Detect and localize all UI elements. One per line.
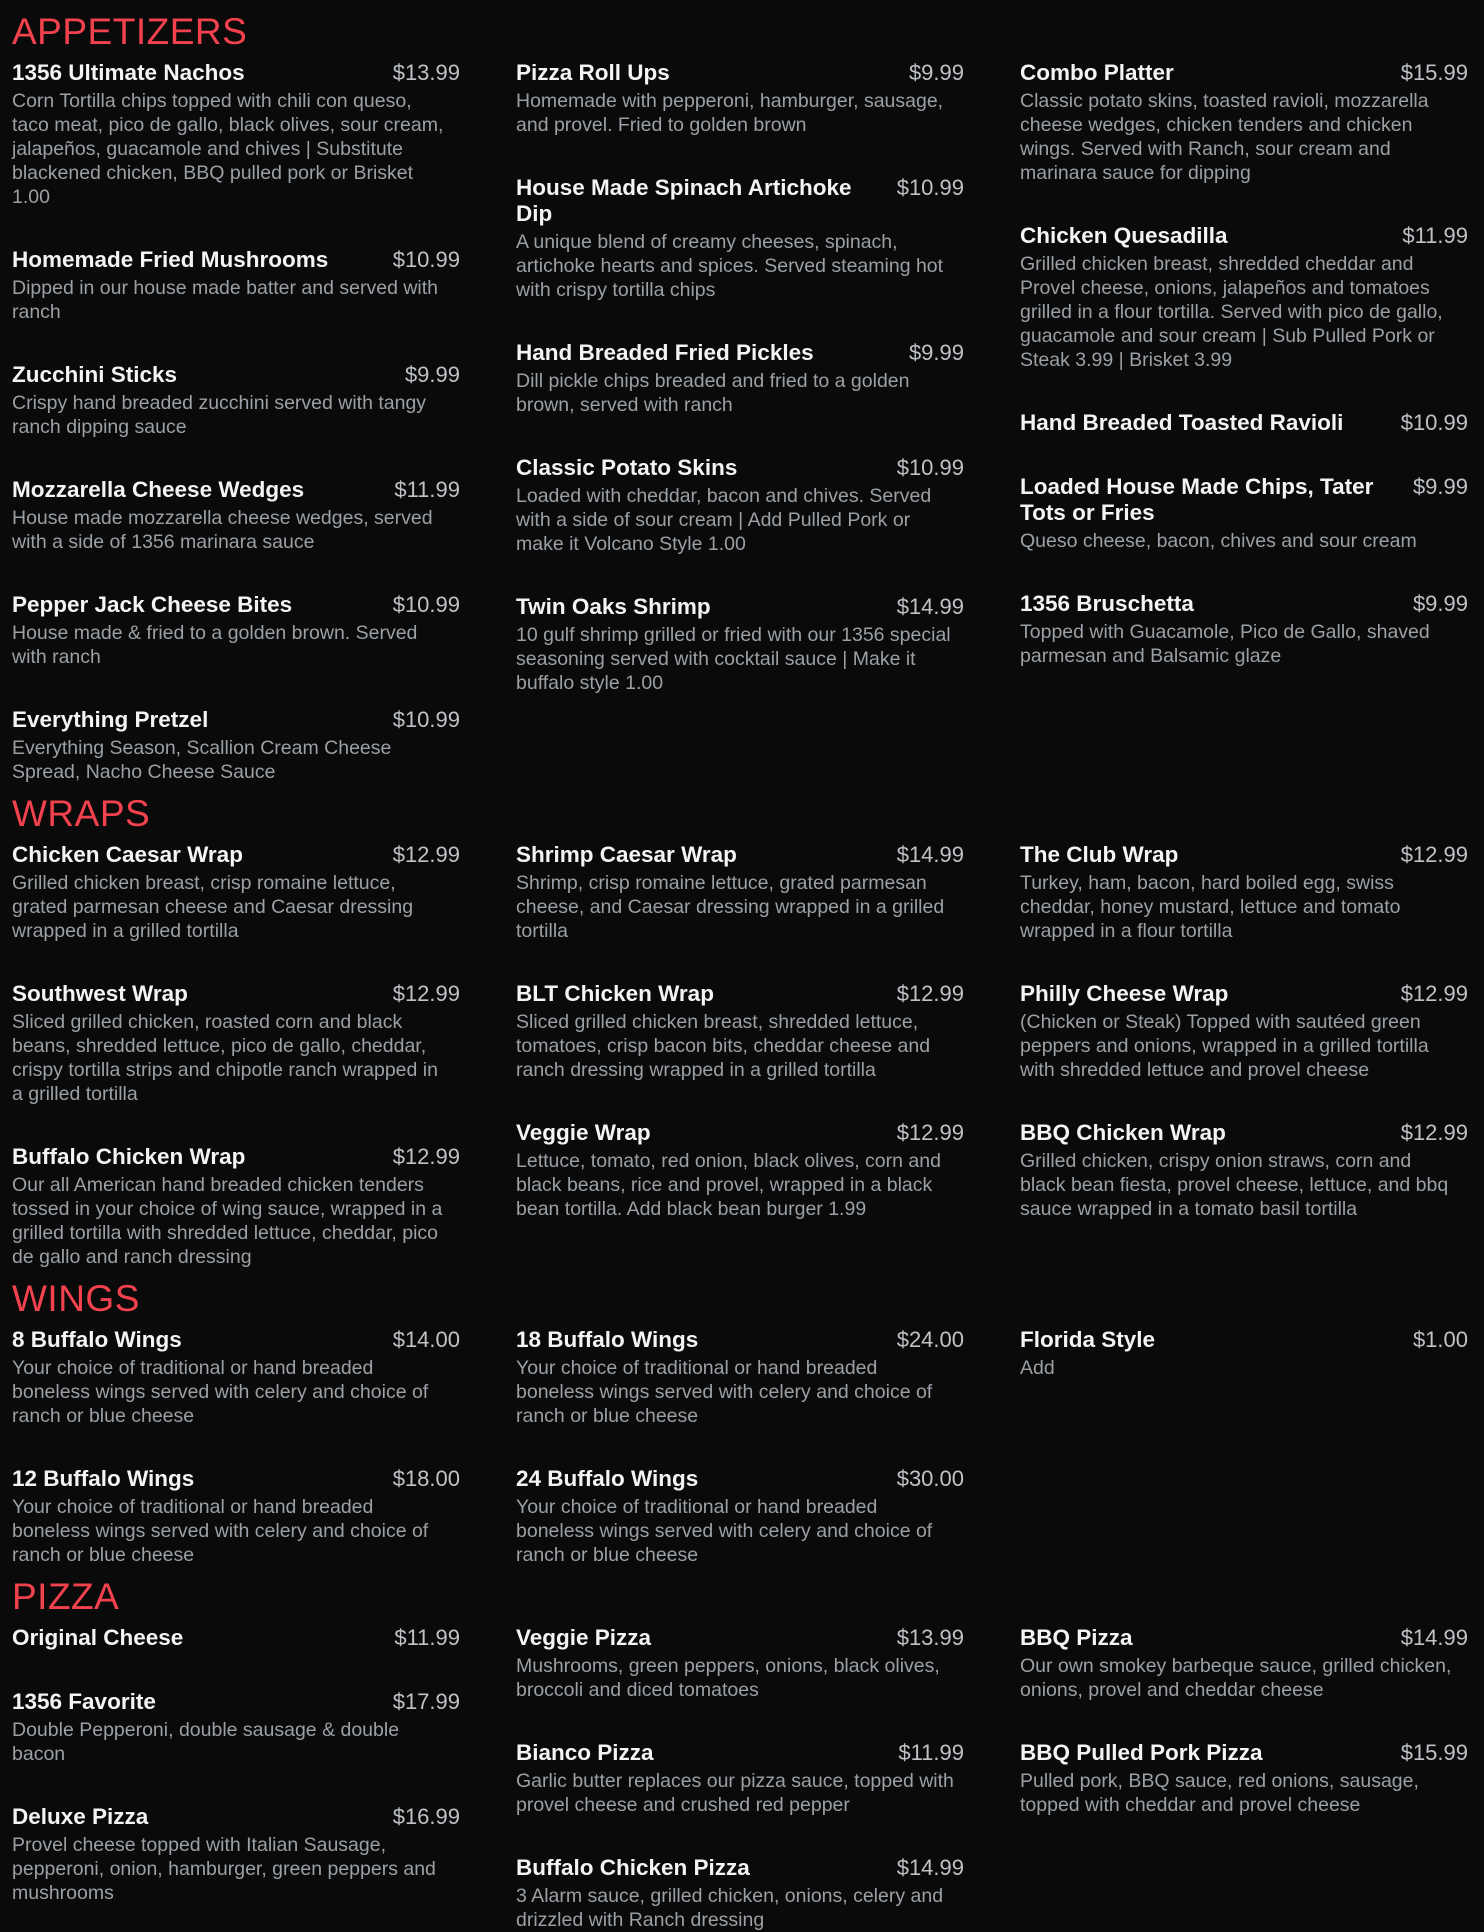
- item-name: Loaded House Made Chips, Tater Tots or Fries: [1020, 474, 1374, 525]
- item-description: Sliced grilled chicken, roasted corn and black beans, shredded lettuce, pico de gallo, cheddar, crispy tortilla strips and chipotle ranch wrapped in a grilled tortilla: [12, 1011, 438, 1105]
- menu-item[interactable]: [516, 594, 964, 695]
- item-description: Shrimp, crisp romaine lettuce, grated parmesan cheese, and Caesar dressing wrapped in a grilled tortilla: [516, 872, 945, 942]
- menu-item[interactable]: [516, 1466, 964, 1567]
- item-price: $30.00: [896, 1466, 964, 1491]
- item-description: Grilled chicken, crispy onion straws, corn and black bean fiesta, provel cheese, lettuce, and bbq sauce wrapped in a tomato basil tortilla: [1020, 1150, 1449, 1220]
- menu-column: [1020, 1327, 1468, 1380]
- menu-section: [12, 1277, 1468, 1567]
- item-price: $10.99: [896, 455, 964, 480]
- menu-item-header: [12, 592, 460, 618]
- menu-item[interactable]: [12, 1804, 460, 1905]
- item-price: $11.99: [1402, 223, 1468, 248]
- item-name: Classic Potato Skins: [516, 455, 738, 480]
- menu-column: [516, 1625, 964, 1932]
- item-price: $13.99: [392, 60, 460, 85]
- menu-item-header: [1020, 474, 1468, 526]
- menu-column: [12, 842, 460, 1269]
- menu-item-header: [1020, 60, 1468, 86]
- item-name: Hand Breaded Fried Pickles: [516, 340, 814, 365]
- item-price: $15.99: [1400, 1740, 1468, 1765]
- item-description: Add: [1020, 1357, 1055, 1379]
- menu-item[interactable]: [12, 1689, 460, 1766]
- item-name: 1356 Ultimate Nachos: [12, 60, 245, 85]
- item-name: BLT Chicken Wrap: [516, 981, 714, 1006]
- item-description: Topped with Guacamole, Pico de Gallo, shaved parmesan and Balsamic glaze: [1020, 621, 1430, 667]
- item-name: House Made Spinach Artichoke Dip: [516, 175, 852, 226]
- menu-item[interactable]: [12, 707, 460, 784]
- item-price: $9.99: [404, 362, 460, 387]
- menu-item[interactable]: [516, 981, 964, 1082]
- item-description: Loaded with cheddar, bacon and chives. Served with a side of sour cream | Add Pulled Pork or make it Volcano Style 1.00: [516, 485, 932, 555]
- item-name: Zucchini Sticks: [12, 362, 178, 387]
- item-price: $16.99: [392, 1804, 460, 1829]
- menu-item[interactable]: [516, 1327, 964, 1428]
- item-price: $9.99: [1412, 591, 1468, 616]
- item-price: $10.99: [392, 592, 460, 617]
- menu-item-header: [516, 455, 964, 481]
- section-columns: [12, 1625, 1468, 1932]
- item-price: $14.99: [1400, 1625, 1468, 1650]
- menu-item[interactable]: [12, 981, 460, 1106]
- menu-item-header: [12, 1625, 460, 1651]
- menu-item[interactable]: [1020, 981, 1468, 1082]
- item-price: $14.00: [392, 1327, 460, 1352]
- menu-item[interactable]: [1020, 60, 1468, 185]
- item-price: $11.99: [394, 477, 460, 502]
- menu-item-header: [12, 60, 460, 86]
- item-description: Classic potato skins, toasted ravioli, mozzarella cheese wedges, chicken tenders and chicken wings. Served with Ranch, sour cream and marinara sauce for dipping: [1020, 90, 1429, 184]
- item-name: Pizza Roll Ups: [516, 60, 670, 85]
- menu-item-header: [1020, 1120, 1468, 1146]
- item-price: $9.99: [1412, 474, 1468, 499]
- menu-item-header: [1020, 1625, 1468, 1651]
- item-name: Original Cheese: [12, 1625, 184, 1650]
- item-name: 8 Buffalo Wings: [12, 1327, 182, 1352]
- menu-item-header: [12, 707, 460, 733]
- item-description: Garlic butter replaces our pizza sauce, topped with provel cheese and crushed red pepper: [516, 1770, 954, 1816]
- item-description: Your choice of traditional or hand breaded boneless wings served with celery and choice of ranch or blue cheese: [12, 1357, 429, 1427]
- menu-item-header: [516, 175, 964, 227]
- item-description: Homemade with pepperoni, hamburger, sausage, and provel. Fried to golden brown: [516, 90, 944, 136]
- menu-item-header: [1020, 1327, 1468, 1353]
- menu-item-header: [1020, 410, 1468, 436]
- item-name: Combo Platter: [1020, 60, 1174, 85]
- item-description: Mushrooms, green peppers, onions, black olives, broccoli and diced tomatoes: [516, 1655, 940, 1701]
- item-price: $14.99: [896, 594, 964, 619]
- item-price: $1.00: [1412, 1327, 1468, 1352]
- menu-item[interactable]: [516, 175, 964, 302]
- item-price: $18.00: [392, 1466, 460, 1491]
- menu-item-header: [516, 340, 964, 366]
- section-columns: [12, 60, 1468, 784]
- item-name: BBQ Pulled Pork Pizza: [1020, 1740, 1263, 1765]
- item-price: $12.99: [896, 981, 964, 1006]
- item-description: Your choice of traditional or hand breaded boneless wings served with celery and choice of ranch or blue cheese: [12, 1496, 429, 1566]
- section-title: APPETIZERS: [12, 11, 248, 52]
- menu-item[interactable]: [12, 1327, 460, 1428]
- section-columns: [12, 1327, 1468, 1567]
- item-description: Grilled chicken breast, crisp romaine lettuce, grated parmesan cheese and Caesar dressing wrapped in a grilled tortilla: [12, 872, 414, 942]
- item-description: Crispy hand breaded zucchini served with tangy ranch dipping sauce: [12, 392, 427, 438]
- menu-section: [12, 792, 1468, 1269]
- menu-column: [1020, 842, 1468, 1221]
- item-description: Lettuce, tomato, red onion, black olives, corn and black beans, rice and provel, wrapped in a black bean tortilla. Add black bean burger 1.99: [516, 1150, 941, 1220]
- item-description: House made & fried to a golden brown. Served with ranch: [12, 622, 418, 668]
- menu-item[interactable]: [12, 592, 460, 669]
- menu-item[interactable]: [516, 455, 964, 556]
- item-price: $10.99: [1400, 410, 1468, 435]
- menu-section: [12, 1575, 1468, 1932]
- item-name: Everything Pretzel: [12, 707, 209, 732]
- menu-item[interactable]: [1020, 410, 1468, 436]
- item-price: $10.99: [392, 247, 460, 272]
- item-description: Turkey, ham, bacon, hard boiled egg, swiss cheddar, honey mustard, lettuce and tomato wrapped in a flour tortilla: [1020, 872, 1401, 942]
- menu-item-header: [12, 362, 460, 388]
- section-columns: [12, 842, 1468, 1269]
- menu-item-header: [516, 1855, 964, 1881]
- item-name: The Club Wrap: [1020, 842, 1179, 867]
- item-name: 12 Buffalo Wings: [12, 1466, 195, 1491]
- item-name: BBQ Chicken Wrap: [1020, 1120, 1226, 1145]
- menu-column: [12, 1327, 460, 1567]
- item-description: Your choice of traditional or hand breaded boneless wings served with celery and choice of ranch or blue cheese: [516, 1357, 933, 1427]
- item-name: Veggie Wrap: [516, 1120, 651, 1145]
- menu-item-header: [12, 1804, 460, 1830]
- item-name: 1356 Bruschetta: [1020, 591, 1194, 616]
- item-description: Our all American hand breaded chicken tenders tossed in your choice of wing sauce, wrapped in a grilled tortilla with shredded lettuce, cheddar, pico de gallo and ranch dressing: [12, 1174, 443, 1268]
- item-description: 3 Alarm sauce, grilled chicken, onions, celery and drizzled with Ranch dressing: [516, 1885, 944, 1931]
- menu-item-header: [12, 842, 460, 868]
- menu-item-header: [516, 60, 964, 86]
- menu-item[interactable]: [12, 1625, 460, 1651]
- item-description: Grilled chicken breast, shredded cheddar and Provel cheese, onions, jalapeños and tomatoes grilled in a flour tortilla. Served with pico de gallo, guacamole and sour cream | Sub Pulled Pork or Steak 3.99 | Brisket 3.99: [1020, 253, 1443, 371]
- item-name: Veggie Pizza: [516, 1625, 652, 1650]
- menu-item[interactable]: [12, 842, 460, 943]
- menu-column: [516, 1327, 964, 1567]
- section-title: WRAPS: [12, 793, 151, 834]
- menu-item-header: [1020, 1740, 1468, 1766]
- item-description: 10 gulf shrimp grilled or fried with our 1356 special seasoning served with cocktail sauce | Make it buffalo style 1.00: [516, 624, 951, 694]
- menu-item[interactable]: [12, 362, 460, 439]
- item-description: Our own smokey barbeque sauce, grilled chicken, onions, provel and cheddar cheese: [1020, 1655, 1452, 1701]
- menu-item[interactable]: [516, 1855, 964, 1932]
- menu-item-header: [12, 1466, 460, 1492]
- item-price: $12.99: [1400, 842, 1468, 867]
- menu-item-header: [12, 1327, 460, 1353]
- menu-item[interactable]: [12, 247, 460, 324]
- menu-item-header: [516, 1625, 964, 1651]
- item-description: A unique blend of creamy cheeses, spinach, artichoke hearts and spices. Served steaming hot with crispy tortilla chips: [516, 231, 944, 301]
- item-name: Chicken Caesar Wrap: [12, 842, 243, 867]
- item-price: $24.00: [896, 1327, 964, 1352]
- item-description: Pulled pork, BBQ sauce, red onions, sausage, topped with cheddar and provel cheese: [1020, 1770, 1419, 1816]
- item-name: Buffalo Chicken Pizza: [516, 1855, 750, 1880]
- item-price: $10.99: [392, 707, 460, 732]
- menu-item[interactable]: [12, 1144, 460, 1269]
- menu-item-header: [516, 1120, 964, 1146]
- item-description: Dipped in our house made batter and served with ranch: [12, 277, 439, 323]
- item-description: Dill pickle chips breaded and fried to a golden brown, served with ranch: [516, 370, 910, 416]
- menu-item[interactable]: [1020, 1740, 1468, 1817]
- item-description: Corn Tortilla chips topped with chili con queso, taco meat, pico de gallo, black olives, sour cream, jalapeños, guacamole and chives | Substitute blackened chicken, BBQ pulled pork or Brisket 1.00: [12, 90, 444, 208]
- item-name: Bianco Pizza: [516, 1740, 654, 1765]
- item-price: $13.99: [896, 1625, 964, 1650]
- item-name: 24 Buffalo Wings: [516, 1466, 699, 1491]
- item-name: Twin Oaks Shrimp: [516, 594, 711, 619]
- item-price: $12.99: [1400, 1120, 1468, 1145]
- item-price: $14.99: [896, 1855, 964, 1880]
- menu-column: [1020, 60, 1468, 668]
- item-description: (Chicken or Steak) Topped with sautéed green peppers and onions, wrapped in a grilled tortilla with shredded lettuce and provel cheese: [1020, 1011, 1429, 1081]
- menu-item[interactable]: [1020, 842, 1468, 943]
- menu-column: [12, 1625, 460, 1905]
- menu-item[interactable]: [1020, 1625, 1468, 1702]
- item-description: Queso cheese, bacon, chives and sour cream: [1020, 530, 1417, 552]
- item-name: 1356 Favorite: [12, 1689, 156, 1714]
- item-name: Pepper Jack Cheese Bites: [12, 592, 293, 617]
- item-name: Mozzarella Cheese Wedges: [12, 477, 305, 502]
- item-name: Hand Breaded Toasted Ravioli: [1020, 410, 1344, 435]
- item-description: Double Pepperoni, double sausage & double bacon: [12, 1719, 400, 1765]
- menu-item-header: [12, 1689, 460, 1715]
- menu-item-header: [516, 1327, 964, 1353]
- item-price: $12.99: [392, 981, 460, 1006]
- menu-column: [516, 842, 964, 1221]
- item-price: $11.99: [394, 1625, 460, 1650]
- menu-item[interactable]: [1020, 474, 1468, 553]
- item-description: House made mozzarella cheese wedges, served with a side of 1356 marinara sauce: [12, 507, 433, 553]
- section-title: PIZZA: [12, 1576, 120, 1617]
- menu-item[interactable]: [12, 1466, 460, 1567]
- menu-item[interactable]: [1020, 1327, 1468, 1380]
- item-price: $17.99: [392, 1689, 460, 1714]
- menu-item[interactable]: [1020, 591, 1468, 668]
- menu-item-header: [516, 1740, 964, 1766]
- item-description: Your choice of traditional or hand breaded boneless wings served with celery and choice of ranch or blue cheese: [516, 1496, 933, 1566]
- menu-item[interactable]: [1020, 1120, 1468, 1221]
- menu-item-header: [516, 594, 964, 620]
- item-name: 18 Buffalo Wings: [516, 1327, 699, 1352]
- menu-item[interactable]: [516, 60, 964, 137]
- menu-item[interactable]: [516, 1740, 964, 1817]
- menu-section: [12, 10, 1468, 784]
- item-price: $12.99: [896, 1120, 964, 1145]
- menu-item-header: [1020, 223, 1468, 249]
- item-price: $12.99: [392, 1144, 460, 1169]
- menu-item-header: [1020, 591, 1468, 617]
- menu-item-header: [12, 1144, 460, 1170]
- item-name: Southwest Wrap: [12, 981, 188, 1006]
- item-price: $12.99: [1400, 981, 1468, 1006]
- item-name: Philly Cheese Wrap: [1020, 981, 1229, 1006]
- menu-item-header: [516, 1466, 964, 1492]
- item-name: Shrimp Caesar Wrap: [516, 842, 737, 867]
- item-price: $9.99: [908, 340, 964, 365]
- menu-column: [516, 60, 964, 695]
- menu-item[interactable]: [1020, 223, 1468, 372]
- menu-item[interactable]: [516, 1625, 964, 1702]
- item-name: BBQ Pizza: [1020, 1625, 1133, 1650]
- menu-column: [1020, 1625, 1468, 1817]
- menu-item-header: [516, 981, 964, 1007]
- section-title: WINGS: [12, 1278, 140, 1319]
- item-price: $11.99: [898, 1740, 964, 1765]
- menu-item[interactable]: [516, 1120, 964, 1221]
- menu-item-header: [1020, 981, 1468, 1007]
- item-price: $15.99: [1400, 60, 1468, 85]
- menu-item-header: [516, 842, 964, 868]
- menu-item[interactable]: [12, 60, 460, 209]
- item-price: $12.99: [392, 842, 460, 867]
- item-description: Sliced grilled chicken breast, shredded lettuce, tomatoes, crisp bacon bits, cheddar cheese and ranch dressing wrapped in a grilled tortilla: [516, 1011, 931, 1081]
- menu-column: [12, 60, 460, 784]
- item-name: Chicken Quesadilla: [1020, 223, 1228, 248]
- item-price: $14.99: [896, 842, 964, 867]
- menu-item-header: [12, 477, 460, 503]
- item-name: Buffalo Chicken Wrap: [12, 1144, 246, 1169]
- menu-item-header: [1020, 842, 1468, 868]
- item-name: Homemade Fried Mushrooms: [12, 247, 329, 272]
- item-description: Everything Season, Scallion Cream Cheese Spread, Nacho Cheese Sauce: [12, 737, 392, 783]
- menu-item[interactable]: [516, 842, 964, 943]
- item-description: Provel cheese topped with Italian Sausage, pepperoni, onion, hamburger, green peppers and mushrooms: [12, 1834, 436, 1904]
- menu-item[interactable]: [12, 477, 460, 554]
- item-price: $10.99: [896, 175, 964, 200]
- item-price: $9.99: [908, 60, 964, 85]
- item-name: Florida Style: [1020, 1327, 1156, 1352]
- menu-item-header: [12, 247, 460, 273]
- menu-item-header: [12, 981, 460, 1007]
- item-name: Deluxe Pizza: [12, 1804, 149, 1829]
- menu-item[interactable]: [516, 340, 964, 417]
